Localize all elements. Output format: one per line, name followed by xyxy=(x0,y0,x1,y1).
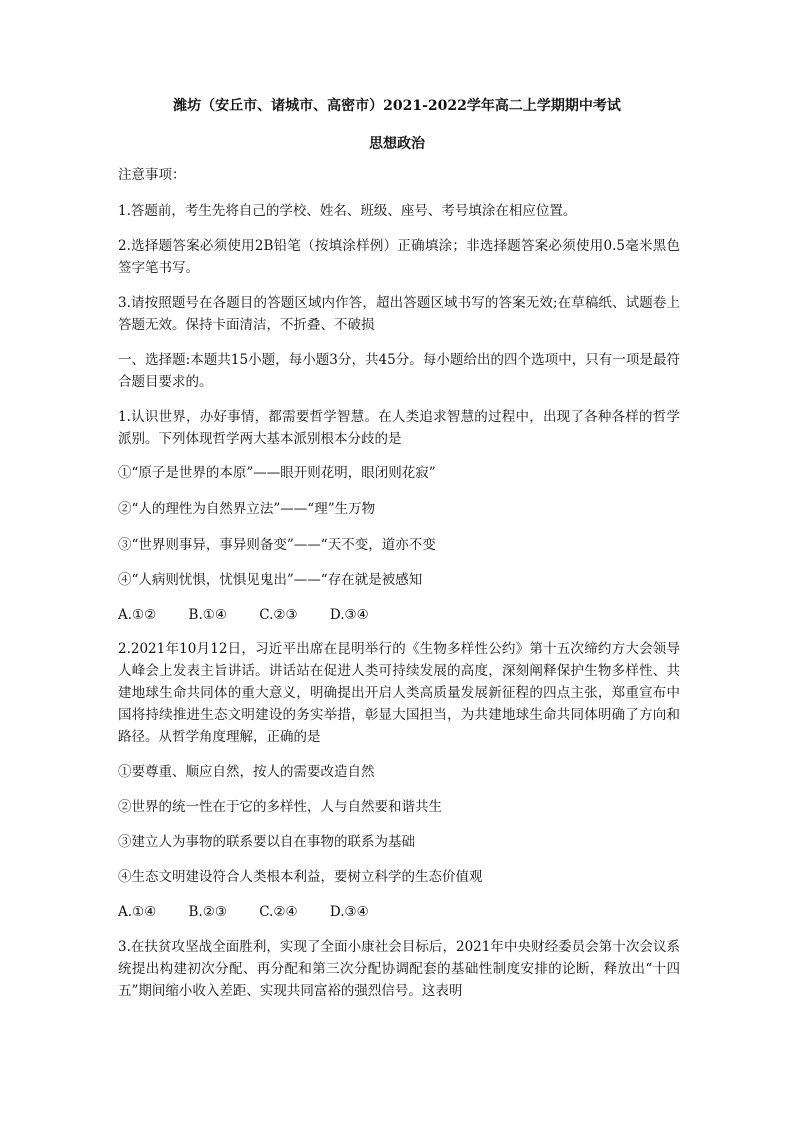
exam-subject: 思想政治 xyxy=(369,136,425,152)
question-1-item-1: ①“原子是世界的本原”——眼开则花明，眼闭则花寂” xyxy=(118,465,436,481)
section-intro: 一、选择题:本题共15小题，每小题3分，共45分。每小题给出的四个选项中，只有一项是最符合题目要求的。 xyxy=(118,352,680,390)
option-a: A.①② xyxy=(118,607,157,623)
exam-title: 潍坊（安丘市、诸城市、高密市）2021-2022学年高二上学期期中考试 xyxy=(173,98,621,114)
question-1-item-3: ③“世界则事异，事异则备变”——“天不变，道亦不变 xyxy=(118,537,436,553)
option-c: C.②③ xyxy=(259,607,298,623)
note-item-1: 1.答题前，考生先将自己的学校、姓名、班级、座号、考号填涂在相应位置。 xyxy=(118,203,577,219)
question-3-stem: 3.在扶贫攻坚战全面胜利，实现了全面小康社会目标后，2021年中央财经委员会第十次会议系统提出构建初次分配、再分配和第三次分配协调配套的基础性制度安排的论断，释放出“十四五”期间缩小收入差距、实现共同富裕的强烈信号。这表明 xyxy=(118,939,680,999)
question-1-item-2: ②“人的理性为自然界立法”——“理”生万物 xyxy=(118,501,376,517)
notes-heading: 注意事项： xyxy=(118,167,186,183)
note-item-2: 2.选择题答案必须使用2B铅笔（按填涂样例）正确填涂；非选择题答案必须使用0.5毫米黑色签字笔书写。 xyxy=(118,238,680,276)
option-b: B.②③ xyxy=(188,904,227,920)
question-2-item-1: ①要尊重、顺应自然，按人的需要改造自然 xyxy=(118,764,375,780)
option-c: C.②④ xyxy=(259,904,298,920)
option-a: A.①④ xyxy=(118,904,157,920)
note-item-3: 3.请按照题号在各题目的答题区域内作答，超出答题区域书写的答案无效;在草稿纸、试题卷上答题无效。保持卡面清洁，不折叠、不破损 xyxy=(118,295,680,333)
option-d: D.③④ xyxy=(329,904,369,920)
question-1-stem: 1.认识世界，办好事情，都需要哲学智慧。在人类追求智慧的过程中，出现了各种各样的哲学派别。下列体现哲学两大基本派别根本分歧的是 xyxy=(118,409,680,447)
question-2-stem: 2.2021年10月12日，习近平出席在昆明举行的《生物多样性公约》第十五次缔约方大会领导人峰会上发表主旨讲话。讲话站在促进人类可持续发展的高度，深刻阐释保护生物多样性、共建地球生命共同体的重大意义，明确提出开启人类高质量发展新征程的四点主张，郑重宣布中国将持续推进生态文明建设的务实举措，彰显大国担当，为共建地球生命共同体明确了方向和路径。从哲学角度理解，正确的是 xyxy=(118,641,680,745)
option-d: D.③④ xyxy=(329,607,369,623)
question-1-options xyxy=(118,604,397,626)
question-2-item-2: ②世界的统一性在于它的多样性，人与自然要和谐共生 xyxy=(118,799,442,815)
question-2-item-3: ③建立人为事物的联系要以自在事物的联系为基础 xyxy=(118,834,415,850)
question-2-item-4: ④生态文明建设符合人类根本利益，要树立科学的生态价值观 xyxy=(118,869,483,885)
question-1-item-4: ④“人病则忧惧，忧惧见鬼出”——“存在就是被感知 xyxy=(118,572,423,588)
question-2-options xyxy=(118,901,397,923)
option-b: B.①④ xyxy=(188,607,227,623)
